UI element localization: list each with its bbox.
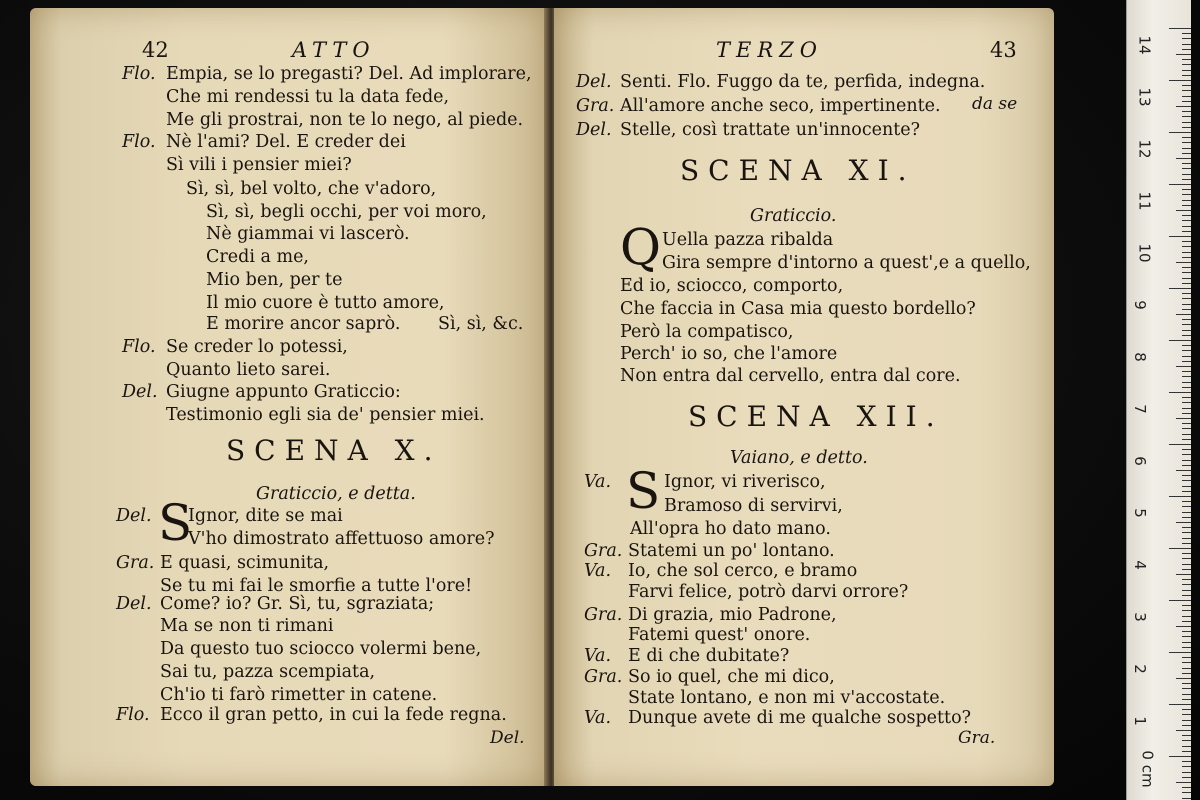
verse-line: Gra. Statemi un po' lontano. <box>584 541 835 561</box>
ruler-tick <box>1169 80 1191 81</box>
ruler-number: 13 <box>1135 87 1154 107</box>
verse-line: Sai tu, pazza scempiata, <box>160 662 376 682</box>
ruler-tick <box>1182 558 1191 559</box>
ruler-tick <box>1182 423 1191 424</box>
ruler-tick <box>1182 324 1191 325</box>
verse-line: Ed io, sciocco, comporto, <box>620 276 844 296</box>
ruler-tick <box>1182 85 1191 86</box>
ruler-tick <box>1182 413 1191 414</box>
catchword: Del. <box>490 728 525 748</box>
verse-line: Non entra dal cervello, entra dal core. <box>620 366 961 386</box>
catchword: Gra. <box>958 728 996 748</box>
ruler-tick <box>1182 309 1191 310</box>
right-page <box>554 8 1054 786</box>
ruler-tick <box>1182 116 1191 117</box>
ruler-number: 5 <box>1130 508 1149 518</box>
ruler-tick <box>1182 642 1191 643</box>
ruler-tick <box>1182 543 1191 544</box>
verse-line: Del. Giugne appunto Graticcio: <box>122 382 401 402</box>
ruler-tick <box>1182 272 1191 273</box>
verse-line: Flo. Nè l'ami? Del. E creder dei <box>122 132 406 152</box>
ruler-tick <box>1182 33 1191 34</box>
ruler-tick <box>1182 465 1191 466</box>
scene-x-title: SCENA X. <box>226 434 442 467</box>
ruler-tick <box>1182 402 1191 403</box>
ruler-tick <box>1182 64 1191 65</box>
ruler-tick <box>1182 70 1191 71</box>
ruler-tick <box>1182 194 1191 195</box>
ruler-tick <box>1169 236 1191 237</box>
ruler-tick <box>1182 163 1191 164</box>
scene-x-cast: Graticcio, e detta. <box>256 484 416 504</box>
verse-line: Va. Ignor, vi riverisco, <box>584 472 826 492</box>
ruler-tick <box>1182 148 1191 149</box>
ruler-tick <box>1182 616 1191 617</box>
left-page-number: 42 <box>142 38 169 62</box>
verse-line: Gira sempre d'intorno a quest',e a quello, <box>662 253 1031 273</box>
verse-line: Sì, sì, bel volto, che v'adoro, <box>186 179 437 199</box>
ruler-tick <box>1182 189 1191 190</box>
ruler-tick <box>1182 205 1191 206</box>
ruler-tick <box>1182 361 1191 362</box>
scene-xii-cast: Vaiano, e detto. <box>730 448 868 468</box>
ruler-tick <box>1176 158 1191 159</box>
ruler-tick <box>1182 174 1191 175</box>
ruler-tick <box>1182 699 1191 700</box>
verse-line: Da questo tuo sciocco volermi bene, <box>160 639 482 659</box>
verse-line: Sì vili i pensier miei? <box>166 155 352 175</box>
verse-line: Del. Stelle, così trattate un'innocente? <box>576 120 921 140</box>
ruler-tick <box>1182 267 1191 268</box>
ruler-tick <box>1182 668 1191 669</box>
verse-line: Va. Io, che sol cerco, e bramo <box>584 561 858 581</box>
ruler-tick <box>1169 652 1191 653</box>
ruler-tick <box>1182 480 1191 481</box>
verse-line: Me gli prostrai, non te lo nego, al piede. <box>166 110 524 130</box>
ruler-tick <box>1182 356 1191 357</box>
ruler-tick <box>1182 647 1191 648</box>
left-running-head: ATTO <box>292 38 376 62</box>
verse-line: Mio ben, per te <box>206 270 343 290</box>
ruler-tick <box>1169 548 1191 549</box>
ruler-tick <box>1182 564 1191 565</box>
ruler-number: 12 <box>1135 139 1154 159</box>
ruler-tick <box>1182 335 1191 336</box>
ruler-tick <box>1182 345 1191 346</box>
ruler-tick <box>1182 501 1191 502</box>
ruler-number: 4 <box>1130 560 1149 570</box>
ruler-tick <box>1182 662 1191 663</box>
ruler-tick <box>1182 772 1191 773</box>
ruler-tick <box>1182 179 1191 180</box>
verse-line: Flo. Empia, se lo pregasti? Del. Ad implorare, <box>122 64 532 84</box>
verse-line: Però la compatisco, <box>620 322 794 342</box>
ruler-tick <box>1169 184 1191 185</box>
ruler-tick <box>1176 574 1191 575</box>
ruler-tick <box>1182 241 1191 242</box>
verse-line: Va. E di che dubitate? <box>584 646 790 666</box>
ruler-tick <box>1169 704 1191 705</box>
ruler-tick <box>1182 725 1191 726</box>
ruler-tick <box>1182 382 1191 383</box>
stage-direction: da se <box>972 94 1018 114</box>
ruler-tick <box>1182 439 1191 440</box>
ruler-number: 7 <box>1130 404 1149 414</box>
ruler-tick <box>1182 376 1191 377</box>
ruler-tick <box>1182 153 1191 154</box>
ruler-tick <box>1182 605 1191 606</box>
ruler-number: 9 <box>1130 300 1149 310</box>
ruler-tick <box>1176 522 1191 523</box>
ruler-tick <box>1182 735 1191 736</box>
verse-line: Uella pazza ribalda <box>662 230 834 250</box>
ruler-tick <box>1182 38 1191 39</box>
verse-line: Se tu mi fai le smorfie a tutte l'ore! <box>160 576 473 596</box>
ruler-tick <box>1182 293 1191 294</box>
ruler-tick <box>1182 252 1191 253</box>
ruler-tick <box>1182 688 1191 689</box>
ruler-tick <box>1182 449 1191 450</box>
ruler-tick <box>1182 673 1191 674</box>
verse-line: All'opra ho dato mano. <box>630 519 831 539</box>
ruler-tick <box>1169 132 1191 133</box>
verse-line: Ma se non ti rimani <box>160 616 334 636</box>
ruler-tick <box>1176 366 1191 367</box>
ruler-tick <box>1182 101 1191 102</box>
ruler-tick <box>1182 200 1191 201</box>
ruler-tick <box>1182 168 1191 169</box>
dropcap: S <box>158 494 193 552</box>
ruler-tick <box>1182 220 1191 221</box>
ruler-tick <box>1176 418 1191 419</box>
verse-line: Sì, sì, begli occhi, per voi moro, <box>206 202 487 222</box>
ruler-tick <box>1182 777 1191 778</box>
ruler-tick <box>1182 636 1191 637</box>
ruler-tick <box>1182 720 1191 721</box>
ruler-tick <box>1169 756 1191 757</box>
verse-line: Nè giammai vi lascerò. <box>206 224 410 244</box>
verse-line: Del. Ignor, dite se mai <box>116 506 343 526</box>
ruler-tick <box>1182 714 1191 715</box>
ruler-tick <box>1182 90 1191 91</box>
ruler-tick <box>1182 75 1191 76</box>
ruler-tick <box>1182 657 1191 658</box>
verse-line: Flo. Ecco il gran petto, in cui la fede regna. <box>116 705 507 725</box>
ruler-tick <box>1182 506 1191 507</box>
ruler-tick <box>1182 553 1191 554</box>
verse-line: Bramoso di servirvi, <box>664 496 843 516</box>
ruler-tick <box>1182 486 1191 487</box>
verse-line: Del. Come? io? Gr. Sì, tu, sgraziata; <box>116 594 435 614</box>
ruler-tick <box>1182 137 1191 138</box>
ruler-tick <box>1182 49 1191 50</box>
ruler-tick <box>1182 428 1191 429</box>
verse-line: Che faccia in Casa mia questo bordello? <box>620 299 976 319</box>
ruler-tick <box>1182 278 1191 279</box>
ruler-tick <box>1182 595 1191 596</box>
ruler-tick <box>1182 694 1191 695</box>
ruler-tick <box>1182 621 1191 622</box>
ruler-tick <box>1169 340 1191 341</box>
ruler-tick <box>1182 397 1191 398</box>
ruler-tick <box>1182 226 1191 227</box>
ruler-tick <box>1176 678 1191 679</box>
ruler-tick <box>1182 454 1191 455</box>
ruler-tick <box>1182 330 1191 331</box>
ruler-tick <box>1182 387 1191 388</box>
ruler-tick <box>1182 532 1191 533</box>
open-book <box>30 8 1070 786</box>
ruler-tick <box>1182 475 1191 476</box>
ruler-tick <box>1182 371 1191 372</box>
ruler-tick <box>1182 215 1191 216</box>
ruler-tick <box>1182 111 1191 112</box>
scene-xii-title: SCENA XII. <box>688 400 944 433</box>
ruler-tick <box>1176 314 1191 315</box>
verse-line: Che mi rendessi tu la data fede, <box>166 87 450 107</box>
ruler-tick <box>1176 730 1191 731</box>
ruler-tick <box>1182 631 1191 632</box>
ruler-tick <box>1182 283 1191 284</box>
ruler-tick <box>1169 28 1191 29</box>
ruler-tick <box>1169 392 1191 393</box>
ruler-tick <box>1182 96 1191 97</box>
ruler-tick <box>1176 626 1191 627</box>
verse-line: Credi a me, <box>206 247 309 267</box>
verse-line: Gra. So io quel, che mi dico, <box>584 667 835 687</box>
verse-line: Perch' io so, che l'amore <box>620 344 838 364</box>
verse-line: Gra. E quasi, scimunita, <box>116 553 330 573</box>
ruler-tick <box>1182 517 1191 518</box>
ruler-tick <box>1182 304 1191 305</box>
ruler-tick <box>1182 751 1191 752</box>
ruler-tick <box>1182 766 1191 767</box>
right-page-number: 43 <box>990 38 1017 62</box>
ruler-tick <box>1182 350 1191 351</box>
ruler-tick <box>1169 288 1191 289</box>
right-running-head: TERZO <box>716 38 823 62</box>
ruler-tick <box>1182 584 1191 585</box>
verse-line: Ch'io ti farò rimetter in catene. <box>160 685 438 705</box>
ruler-tick <box>1182 590 1191 591</box>
verse-line: Del. Senti. Flo. Fuggo da te, perfida, indegna. <box>576 72 986 92</box>
verse-line: Gra. All'amore anche seco, impertinente. <box>576 96 941 116</box>
ruler-tick <box>1176 54 1191 55</box>
ruler-number: 11 <box>1135 191 1154 211</box>
ruler-tick <box>1182 740 1191 741</box>
ruler-tick <box>1182 527 1191 528</box>
ruler-tick <box>1182 761 1191 762</box>
verse-line: V'ho dimostrato affettuoso amore? <box>188 529 495 549</box>
ruler-tick <box>1182 787 1191 788</box>
ruler-tick <box>1182 709 1191 710</box>
ruler-tick <box>1182 746 1191 747</box>
ruler-tick <box>1169 444 1191 445</box>
ruler-tick <box>1182 142 1191 143</box>
ruler-tick <box>1176 470 1191 471</box>
ruler-tick <box>1182 44 1191 45</box>
ruler-number: 10 <box>1135 243 1154 263</box>
ruler-tick <box>1182 127 1191 128</box>
ruler-tick <box>1176 106 1191 107</box>
ruler-number: 14 <box>1135 35 1154 55</box>
verse-line: Farvi felice, potrò darvi orrore? <box>628 582 909 602</box>
ruler-number: 6 <box>1130 456 1149 466</box>
verse-line: Testimonio egli sia de' pensier miei. <box>166 405 485 425</box>
ruler-tick <box>1176 262 1191 263</box>
ruler-tick <box>1182 610 1191 611</box>
ruler-tick <box>1182 798 1191 799</box>
ruler-tick <box>1169 600 1191 601</box>
ruler-number: 1 <box>1130 716 1149 726</box>
repeat-mark: Sì, sì, &c. <box>438 314 524 334</box>
verse-line: Il mio cuore è tutto amore, <box>206 293 445 313</box>
ruler-tick <box>1182 512 1191 513</box>
verse-line: Flo. Se creder lo potessi, <box>122 337 348 357</box>
dropcap: S <box>626 462 661 520</box>
ruler-tick <box>1182 122 1191 123</box>
scene-xi-title: SCENA XI. <box>680 154 916 187</box>
left-page <box>30 8 548 786</box>
ruler-tick <box>1182 491 1191 492</box>
ruler-tick <box>1182 408 1191 409</box>
ruler-tick <box>1182 298 1191 299</box>
ruler-tick <box>1182 59 1191 60</box>
ruler-tick <box>1182 579 1191 580</box>
verse-line: Fatemi quest' onore. <box>628 625 811 645</box>
ruler-tick <box>1182 792 1191 793</box>
ruler-tick <box>1182 538 1191 539</box>
ruler-number: 2 <box>1130 664 1149 674</box>
ruler-tick <box>1182 257 1191 258</box>
dropcap: Q <box>620 218 661 276</box>
verse-line: Quanto lieto sarei. <box>166 360 331 380</box>
ruler-tick <box>1176 782 1191 783</box>
ruler-tick <box>1182 569 1191 570</box>
ruler-tick <box>1182 319 1191 320</box>
scene-xi-cast: Graticcio. <box>750 206 837 226</box>
ruler-number: 8 <box>1130 352 1149 362</box>
verse-line: E morire ancor saprò. <box>206 314 401 334</box>
measuring-ruler <box>1126 0 1191 800</box>
ruler-tick <box>1182 231 1191 232</box>
ruler-number: 0 cm <box>1138 750 1157 788</box>
verse-line: Gra. Di grazia, mio Padrone, <box>584 605 837 625</box>
ruler-tick <box>1182 246 1191 247</box>
ruler-tick <box>1182 460 1191 461</box>
verse-line: Va. Dunque avete di me qualche sospetto? <box>584 708 972 728</box>
verse-line: State lontano, e non mi v'accostate. <box>628 688 946 708</box>
ruler-tick <box>1182 683 1191 684</box>
ruler-number: 3 <box>1130 612 1149 622</box>
ruler-tick <box>1176 210 1191 211</box>
ruler-tick <box>1182 434 1191 435</box>
ruler-tick <box>1169 496 1191 497</box>
